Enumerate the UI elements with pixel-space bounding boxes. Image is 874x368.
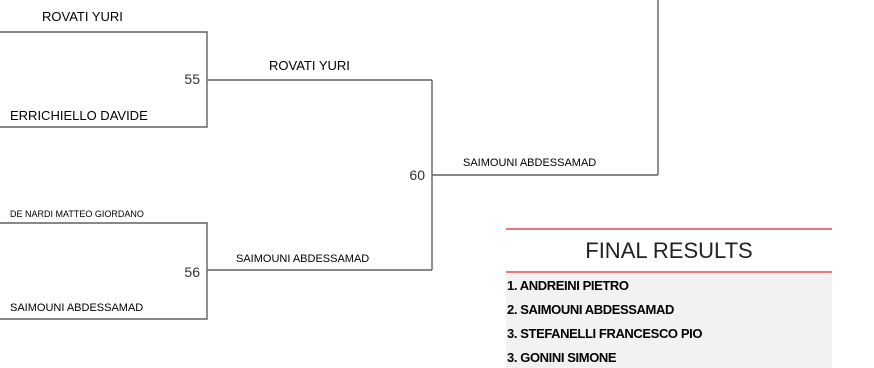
final-results-title: FINAL RESULTS (506, 228, 832, 273)
match2-score: 56 (184, 264, 200, 280)
match3-winner: SAIMOUNI ABDESSAMAD (463, 157, 597, 169)
final-results-row: 3. GONINI SIMONE (507, 350, 617, 365)
final-results-panel (506, 228, 832, 368)
match1-score: 55 (184, 71, 200, 87)
final-results-row: 2. SAIMOUNI ABDESSAMAD (507, 302, 674, 317)
match2-top-player: DE NARDI MATTEO GIORDANO (10, 209, 144, 219)
match1-winner: ROVATI YURI (269, 58, 350, 73)
final-results-row: 3. STEFANELLI FRANCESCO PIO (507, 326, 703, 341)
match1-top-player: ROVATI YURI (42, 9, 123, 24)
match1-bottom-player: ERRICHIELLO DAVIDE (10, 108, 148, 123)
match2-winner: SAIMOUNI ABDESSAMAD (236, 253, 370, 265)
final-results-row: 1. ANDREINI PIETRO (507, 278, 629, 293)
match2-bottom-player: SAIMOUNI ABDESSAMAD (10, 302, 144, 314)
match3-score: 60 (409, 167, 425, 183)
